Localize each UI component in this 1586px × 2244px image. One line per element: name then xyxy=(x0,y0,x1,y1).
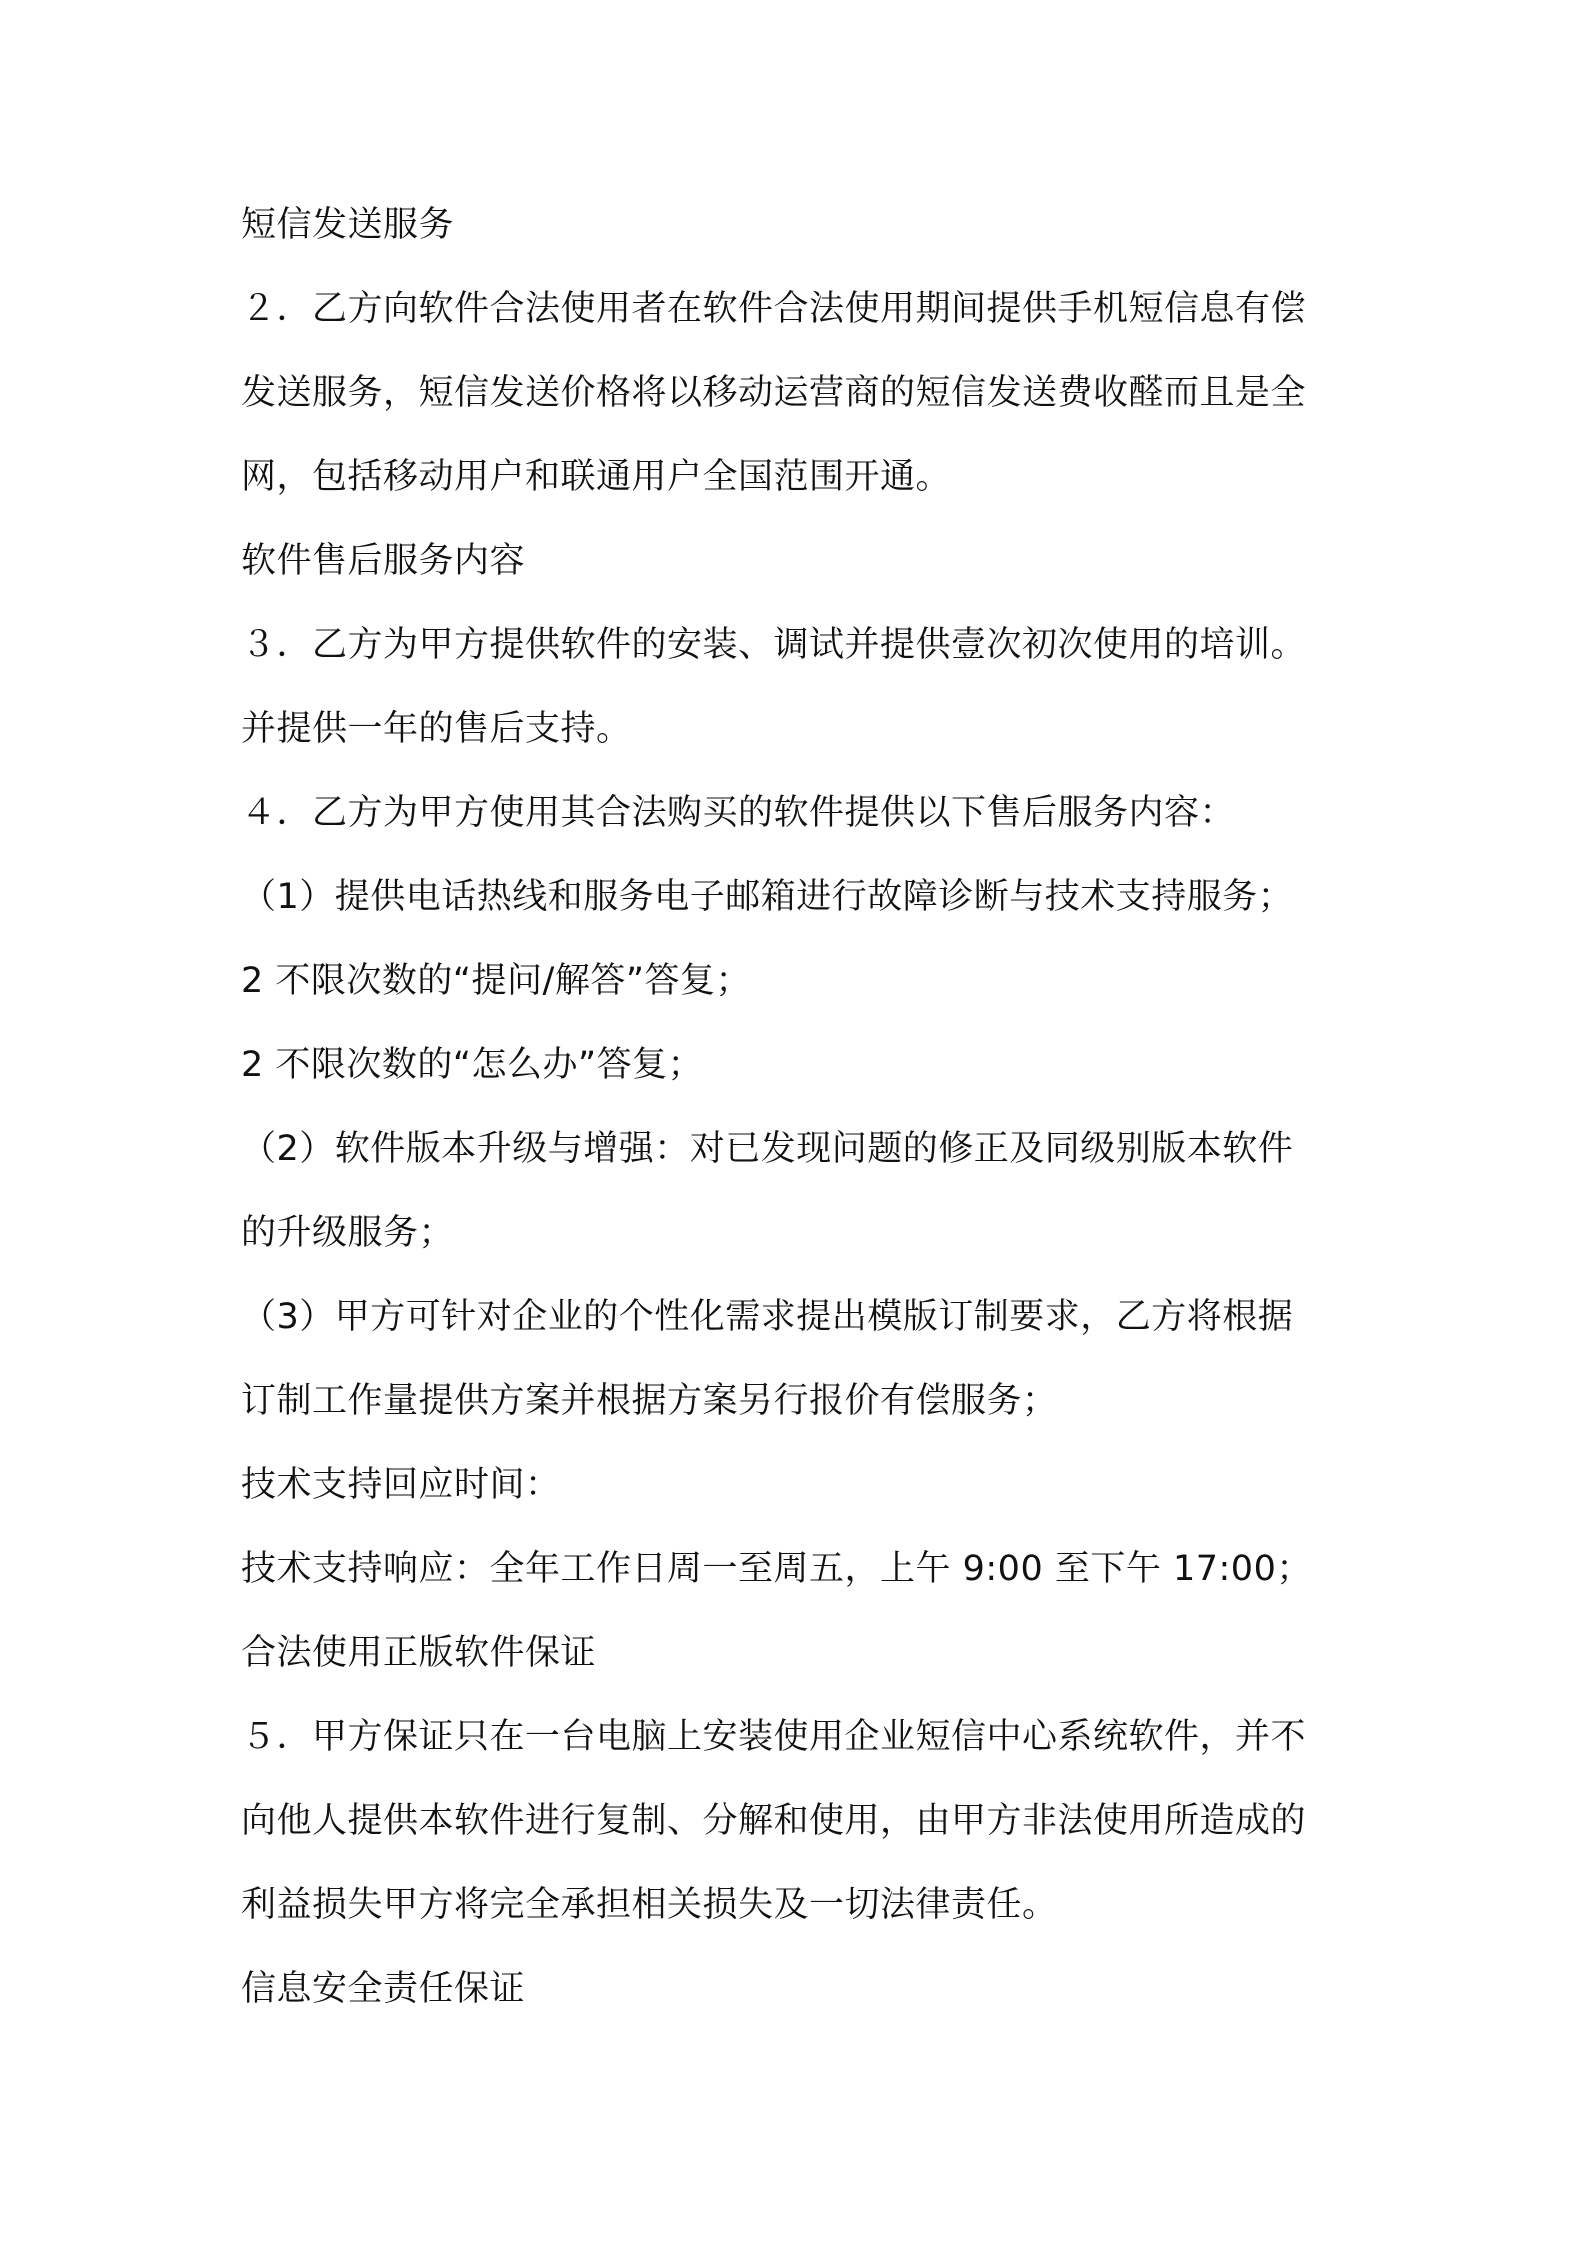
clause-2-line-1: ２．乙方向软件合法使用者在软件合法使用期间提供手机短信息有偿 xyxy=(241,289,1307,329)
section-heading-genuine-software: 合法使用正版软件保证 xyxy=(241,1633,597,1673)
clause-4-item-1-sub-2: 2 不限次数的“怎么办”答复； xyxy=(241,1045,704,1085)
clause-2-line-3: 网，包括移动用户和联通用户全国范围开通。 xyxy=(241,457,952,497)
section-heading-after-sales: 软件售后服务内容 xyxy=(241,541,526,581)
section-heading-sms-service: 短信发送服务 xyxy=(241,205,455,245)
clause-2-line-2: 发送服务，短信发送价格将以移动运营商的短信发送费收醛而且是全 xyxy=(241,373,1307,413)
clause-4-item-2-line-1: （2）软件版本升级与增强：对已发现问题的修正及同级别版本软件 xyxy=(241,1129,1294,1169)
section-heading-info-security: 信息安全责任保证 xyxy=(241,1969,526,2009)
clause-4-line-1: ４．乙方为甲方使用其合法购买的软件提供以下售后服务内容： xyxy=(241,793,1236,833)
clause-4-item-1-sub-1: 2 不限次数的“提问/解答”答复； xyxy=(241,961,751,1001)
response-time-detail: 技术支持响应：全年工作日周一至周五，上午 9:00 至下午 17:00； xyxy=(241,1549,1312,1589)
clause-5-line-3: 利益损失甲方将完全承担相关损失及一切法律责任。 xyxy=(241,1885,1058,1925)
clause-3-line-2: 并提供一年的售后支持。 xyxy=(241,709,632,749)
clause-4-item-1: （1）提供电话热线和服务电子邮箱进行故障诊断与技术支持服务； xyxy=(241,877,1294,917)
clause-4-item-3-line-1: （3）甲方可针对企业的个性化需求提出模版订制要求，乙方将根据 xyxy=(241,1297,1294,1337)
clause-4-item-3-line-2: 订制工作量提供方案并根据方案另行报价有偿服务； xyxy=(241,1381,1058,1421)
clause-3-line-1: ３．乙方为甲方提供软件的安装、调试并提供壹次初次使用的培训。 xyxy=(241,625,1307,665)
clause-5-line-2: 向他人提供本软件进行复制、分解和使用，由甲方非法使用所造成的 xyxy=(241,1801,1307,1841)
clause-4-item-2-line-2: 的升级服务； xyxy=(241,1213,455,1253)
clause-5-line-1: ５．甲方保证只在一台电脑上安装使用企业短信中心系统软件，并不 xyxy=(241,1717,1307,1757)
section-heading-response-time: 技术支持回应时间： xyxy=(241,1465,561,1505)
